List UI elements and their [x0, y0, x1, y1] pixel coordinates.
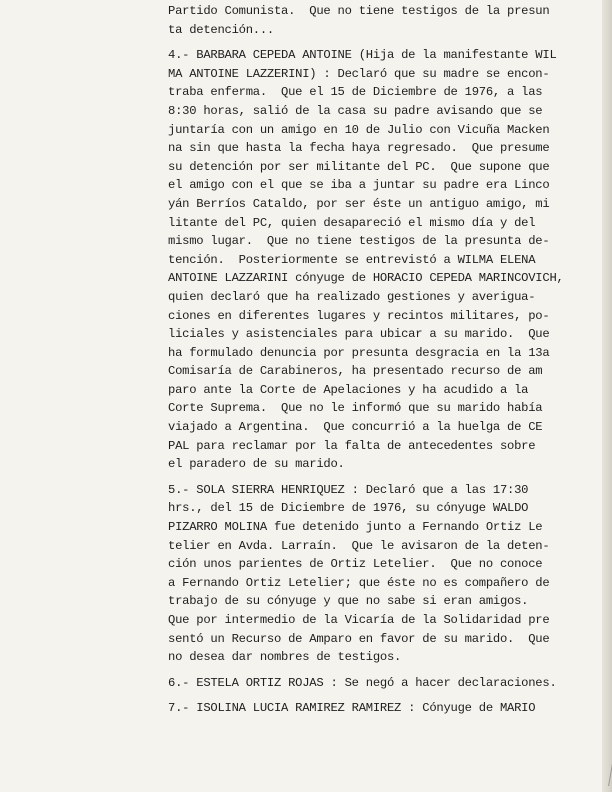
text-line: Corte Suprema. Que no le informó que su marido había — [168, 401, 543, 416]
text-line: PIZARRO MOLINA fue detenido junto a Fernando Ortiz Le — [168, 520, 543, 535]
text-line: tención. Posteriormente se entrevistó a WILMA ELENA — [168, 252, 536, 267]
paragraph-gap — [168, 474, 580, 481]
text-line: MA ANTOINE LAZZERINI) : Declaró que su madre se encon- — [168, 66, 550, 81]
text-line: liciales y asistenciales para ubicar a su marido. Que — [168, 327, 550, 342]
text-line: paro ante la Corte de Apelaciones y ha acudido a la — [168, 382, 529, 397]
paragraph-p5 — [168, 481, 580, 667]
typescript-body — [168, 2, 580, 718]
text-line: a Fernando Ortiz Letelier; que éste no es compañero de — [168, 575, 550, 590]
paragraph-p0 — [168, 2, 580, 39]
text-line: Que por intermedio de la Vicaría de la Solidaridad pre — [168, 613, 550, 627]
paragraph-p4 — [168, 46, 580, 474]
paragraph-gap — [168, 692, 580, 699]
text-line: hrs., del 15 de Diciembre de 1976, su cónyuge WALDO — [168, 501, 529, 516]
text-line: su detención por ser militante del PC. Que supone que — [168, 159, 550, 174]
text-line: ta detención... — [168, 22, 274, 37]
text-line: no desea dar nombres de testigos. — [168, 650, 402, 665]
text-line: 8:30 horas, salió de la casa su padre avisando que se — [168, 103, 543, 118]
paragraph-gap — [168, 667, 580, 674]
paragraph-p7 — [168, 699, 580, 718]
text-line: quien declaró que ha realizado gestiones y averigua- — [168, 289, 536, 304]
text-line: ha formulado denuncia por presunta desgracia en la 13a — [168, 345, 550, 360]
text-line: litante del PC, quien desapareció el mismo día y del — [168, 215, 536, 230]
text-line: ciones en diferentes lugares y recintos militares, po- — [168, 308, 550, 323]
text-line: juntaría con un amigo en 10 de Julio con Vicuña Macken — [168, 122, 550, 137]
text-line: ANTOINE LAZZARINI cónyuge de HORACIO CEPEDA MARINCOVICH, — [168, 271, 564, 286]
text-line: viajado a Argentina. Que concurrió a la huelga de CE — [168, 420, 543, 435]
text-line: Partido Comunista. Que no tiene testigos de la presun — [168, 4, 550, 18]
text-line: ción unos parientes de Ortiz Letelier. Que no conoce — [168, 557, 543, 572]
text-line: sentó un Recurso de Amparo en favor de su marido. Que — [168, 631, 550, 646]
text-line: PAL para reclamar por la falta de antecedentes sobre — [168, 438, 536, 453]
text-line: el amigo con el que se iba a juntar su padre era Linco — [168, 178, 550, 193]
text-line: 6.- ESTELA ORTIZ ROJAS : Se negó a hacer declaraciones. — [168, 675, 557, 690]
paragraph-gap — [168, 39, 580, 46]
text-line: mismo lugar. Que no tiene testigos de la presunta de- — [168, 234, 550, 249]
text-line: yán Berríos Cataldo, por ser éste un antiguo amigo, mi — [168, 196, 550, 211]
text-line: Comisaría de Carabineros, ha presentado recurso de am — [168, 364, 543, 379]
text-line: 4.- BARBARA CEPEDA ANTOINE (Hija de la manifestante WIL — [168, 48, 557, 63]
text-line: traba enferma. Que el 15 de Diciembre de 1976, a las — [168, 85, 543, 100]
text-line: 5.- SOLA SIERRA HENRIQUEZ : Declaró que a las 17:30 — [168, 482, 529, 497]
text-line: trabajo de su cónyuge y que no sabe si eran amigos. — [168, 594, 529, 609]
page-edge-shadow — [602, 0, 612, 792]
text-line: el paradero de su marido. — [168, 457, 345, 472]
paragraph-p6 — [168, 674, 580, 693]
text-line: telier en Avda. Larraín. Que le avisaron de la deten- — [168, 538, 550, 553]
page-corner-mark — [596, 764, 612, 786]
text-line: 7.- ISOLINA LUCIA RAMIREZ RAMIREZ : Cónyuge de MARIO — [168, 701, 536, 716]
text-line: na sin que hasta la fecha haya regresado. Que presume — [168, 141, 550, 156]
